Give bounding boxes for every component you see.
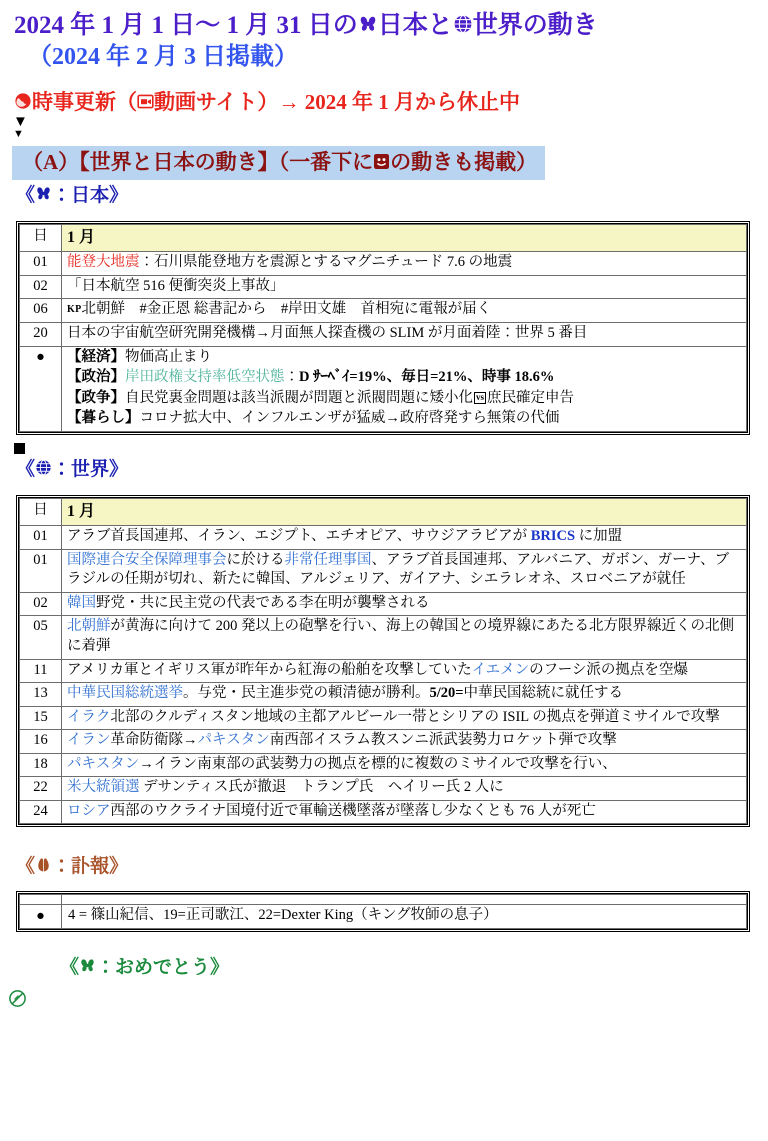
obituary-row-text: 4 = 篠山紀信、19=正司歌江、22=Dexter King（キング牧師の息子） <box>62 905 747 929</box>
row-day-cell: 18 <box>20 753 62 777</box>
column-header-month: 1 月 <box>62 498 747 526</box>
obituary-heading-label: ：訃報》 <box>52 856 129 878</box>
update-text-before: 時事更新（ <box>32 90 137 115</box>
world-news-table <box>19 498 747 825</box>
table-row <box>20 299 747 323</box>
text-run: KP <box>67 304 82 316</box>
table-row <box>20 252 747 276</box>
face-icon <box>373 150 390 176</box>
row-text-cell <box>62 549 747 592</box>
row-day-cell: 06 <box>20 299 62 323</box>
row-day-cell: 20 <box>20 323 62 347</box>
text-run: アメリカ軍とイギリス軍が昨年から紅海の船舶を攻撃していた <box>67 661 472 678</box>
section-a-heading <box>12 146 545 180</box>
text-run: 国際連合安全保障理事会 <box>67 551 227 568</box>
section-a-label-tail: の動きも掲載） <box>390 149 538 174</box>
text-run: 野党・共に民主党の代表である李在明が襲撃される <box>96 594 430 611</box>
text-run: 中華民国総統選挙 <box>67 685 183 702</box>
text-run: 【暮らし】 <box>67 410 140 427</box>
section-a-wrap <box>12 146 768 180</box>
globe-icon <box>35 459 52 484</box>
row-day-cell: 13 <box>20 683 62 707</box>
table-row <box>20 753 747 777</box>
ribbon-icon <box>35 185 52 210</box>
praying-hands-icon <box>35 856 52 881</box>
table-header-row <box>20 498 747 526</box>
table-row <box>20 616 747 659</box>
table-row <box>20 549 747 592</box>
title-suffix: 世界の動き <box>472 12 598 39</box>
text-run: 北部のクルディスタン地域の主都アルビール一帯とシリアの ISIL の拠点を弾道ミサイルで攻撃 <box>110 708 720 725</box>
obituary-table <box>19 894 747 929</box>
summary-row <box>20 346 747 431</box>
text-run: パキスタン <box>67 755 140 772</box>
text-run: デサンティス氏が撤退 トランプ氏 ヘイリー氏 2 人に <box>139 779 504 796</box>
obituary-section-heading <box>16 855 768 881</box>
heading-open-bracket: 《 <box>16 185 36 207</box>
text-run: に於ける <box>226 551 285 568</box>
text-run: 【政治】 <box>67 369 125 386</box>
text-run: 。与党・民主進歩党の頼清徳が勝利。 <box>183 685 430 702</box>
table-row <box>20 275 747 299</box>
update-text-after: 動画サイト）→ 2024 年 1 月から休止中 <box>154 90 521 115</box>
table-row <box>20 323 747 347</box>
world-section-heading <box>16 458 768 484</box>
row-text-cell <box>62 275 747 299</box>
row-text-cell <box>62 592 747 616</box>
spacer-text-cell <box>62 895 747 905</box>
table-row <box>20 706 747 730</box>
vs-box-icon: vs <box>476 391 485 402</box>
table-row <box>20 905 747 929</box>
text-run: 岸田政権支持率低空状態 <box>125 369 285 386</box>
table-row <box>20 683 747 707</box>
table-row <box>20 592 747 616</box>
row-day-cell: 16 <box>20 730 62 754</box>
page-title-block <box>0 0 768 72</box>
row-day-cell: 01 <box>20 549 62 592</box>
text-run: 【政争】 <box>67 389 125 406</box>
text-run: 中華民国総統に就任する <box>463 685 624 702</box>
text-run: のフーシ派の拠点を空爆 <box>529 661 688 678</box>
text-run: 【経済】 <box>67 348 125 365</box>
heading-open-bracket: 《 <box>16 458 36 480</box>
text-run: ：石川県能登地方を震源とするマグニチュード 7.6 の地震 <box>139 254 513 271</box>
congrats-section-heading <box>60 956 768 982</box>
row-text-cell <box>62 730 747 754</box>
row-day-cell: 11 <box>20 659 62 683</box>
text-run: →イラン南東部の武装勢力の拠点を標的に複数のミサイルで攻撃を行い、 <box>139 755 617 772</box>
text-run: イラン <box>67 732 111 749</box>
heading-open-bracket: 《 <box>16 856 36 878</box>
table-row <box>20 659 747 683</box>
row-day-cell: 01 <box>20 526 62 550</box>
row-text-cell <box>62 299 747 323</box>
text-run: D ｻｰﾍﾞｲ=19%、毎日=21%、時事 18.6% <box>299 369 555 386</box>
table-header-row <box>20 224 747 252</box>
heading-open-bracket: 《 <box>60 956 80 978</box>
text-run: コロナ拡大中、インフルエンザが猛威→政府啓発すら無策の代価 <box>139 410 560 427</box>
japan-heading-label: ：日本》 <box>52 185 129 207</box>
row-text-cell <box>62 683 747 707</box>
text-run: アラブ首長国連邦、イラン、エジプト、エチオピア、サウジアラビアが <box>67 528 531 545</box>
title-mid: 日本と <box>377 12 453 39</box>
text-run: イエメン <box>471 661 530 678</box>
title-prefix: 2024 年 1 月 1 日〜 1 月 31 日の <box>14 12 358 39</box>
row-day-cell: 01 <box>20 252 62 276</box>
text-run: イラク <box>67 708 111 725</box>
text-run: 革命防衛隊→ <box>110 732 198 749</box>
world-news-table-wrap <box>16 495 750 828</box>
page-subtitle: （2024 年 2 月 3 日掲載） <box>28 44 298 71</box>
row-text-cell <box>62 323 747 347</box>
green-prohibition-icon <box>8 989 27 1013</box>
text-run: 庶民確定申告 <box>487 389 575 406</box>
text-run: 5/20= <box>429 685 464 702</box>
video-site-icon <box>137 91 154 116</box>
row-text-cell <box>62 252 747 276</box>
earth-globe-icon <box>14 91 32 116</box>
text-run: が黄海に向けて 200 発以上の砲撃を行い、海上の韓国との境界線にあたる北方限界線近くの北側に着弾 <box>67 618 734 654</box>
section-a-label: （A）【世界と日本の動き】（一番下に <box>22 149 374 174</box>
globe-icon <box>453 11 473 42</box>
spacer-day-cell <box>20 895 62 905</box>
row-day-cell: 24 <box>20 800 62 824</box>
japan-news-table <box>19 224 747 432</box>
update-notice <box>14 90 768 116</box>
column-header-month: 1 月 <box>62 224 747 252</box>
japan-section-heading <box>16 184 768 210</box>
row-day-cell: 22 <box>20 777 62 801</box>
text-run: 物価高止まり <box>125 348 212 365</box>
text-run: 非常任理事国 <box>284 551 372 568</box>
table-row <box>20 800 747 824</box>
row-text-cell <box>62 777 747 801</box>
summary-line <box>67 348 742 368</box>
text-run: 「日本航空 516 便衝突炎上事故」 <box>67 277 285 294</box>
column-header-day: 日 <box>20 224 62 252</box>
summary-line <box>67 409 742 429</box>
column-header-day: 日 <box>20 498 62 526</box>
summary-line <box>67 368 742 388</box>
text-run: BRICS <box>530 528 576 545</box>
obituary-day-marker: ● <box>20 905 62 929</box>
table-row <box>20 526 747 550</box>
table-row <box>20 895 747 905</box>
row-text-cell <box>62 753 747 777</box>
row-day-cell: 15 <box>20 706 62 730</box>
text-run: ロシア <box>67 802 111 819</box>
text-run: 能登大地震 <box>67 254 140 271</box>
world-heading-label: ：世界》 <box>52 458 129 480</box>
text-run: ： <box>284 369 299 386</box>
caret-marker-2: ▼ <box>13 127 24 140</box>
text-run: パキスタン <box>197 732 270 749</box>
text-run: 自民党裏金問題は該当派閥が問題と派閥問題に矮小化 <box>125 389 473 406</box>
text-run: 日本の宇宙航空研究開発機構→月面無人探査機の SLIM が月面着陸：世界 5 番目 <box>67 325 588 342</box>
row-text-cell <box>62 659 747 683</box>
obituary-table-wrap <box>16 891 750 932</box>
text-run: 米大統領選 <box>67 779 140 796</box>
text-run: 韓国 <box>67 594 96 611</box>
text-run: 北朝鮮 #金正恩 総書記から #岸田文雄 首相宛に電報が届く <box>81 301 492 318</box>
summary-line <box>67 389 742 409</box>
row-day-cell: 02 <box>20 592 62 616</box>
section-divider-marker <box>14 443 25 454</box>
row-day-cell: 02 <box>20 275 62 299</box>
text-run: 南西部イスラム教スンニ派武装勢力ロケット弾で攻撃 <box>269 732 617 749</box>
row-text-cell <box>62 526 747 550</box>
summary-text-cell <box>62 346 747 431</box>
ribbon-icon <box>358 11 378 42</box>
table-row <box>20 730 747 754</box>
caret-marker-1: ▼ <box>13 114 28 131</box>
table-row <box>20 777 747 801</box>
summary-day-marker: ● <box>20 346 62 431</box>
text-run: 、アラブ首長国連邦、アルバニア、ガボン、ガーナ、ブラジルの任期が切れ、新たに韓国、アルジェリア、ガイアナ、シエラレオネ、スロベニアが就任 <box>67 551 730 588</box>
congrats-heading-label: ：おめでとう》 <box>96 956 230 978</box>
row-text-cell <box>62 616 747 659</box>
text-run: 北朝鮮 <box>67 618 111 635</box>
text-run: 西部のウクライナ国境付近で軍輸送機墜落が墜落し少なくとも 76 人が死亡 <box>110 802 596 819</box>
row-text-cell <box>62 800 747 824</box>
japan-news-table-wrap <box>16 221 750 435</box>
page-title <box>14 10 768 42</box>
row-day-cell: 05 <box>20 616 62 659</box>
text-run: に加盟 <box>575 528 623 545</box>
bottom-icon-row <box>8 989 768 1013</box>
ribbon-icon <box>79 957 96 982</box>
row-text-cell <box>62 706 747 730</box>
